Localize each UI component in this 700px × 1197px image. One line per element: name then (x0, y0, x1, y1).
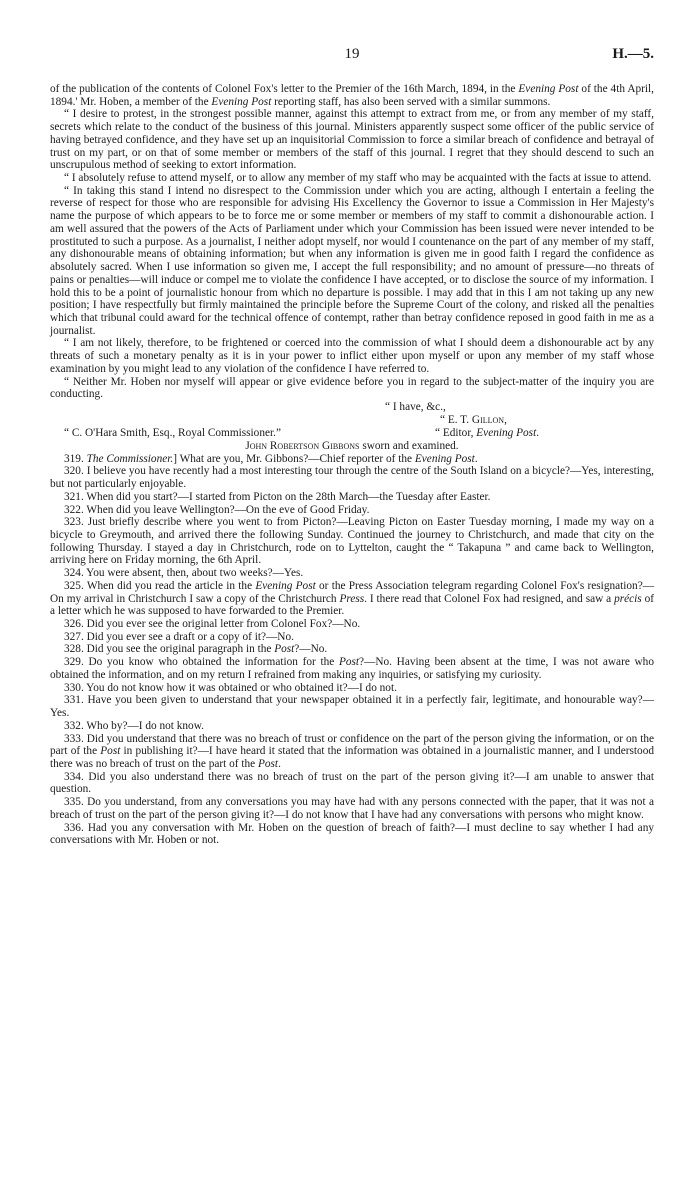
paper-reference: H.—5. (612, 46, 654, 62)
question-334: 334. Did you also understand there was no breach of trust on the part of the person giving it?—I am unable to answer that question. (50, 770, 654, 796)
letter-paragraph: “ I absolutely refuse to attend myself, or to allow any member of my staff who may be acquainted with the facts at issue to attend. (64, 172, 652, 185)
question-325: 325. When did you read the article in the Evening Post or the Press Association telegram regarding Colonel Fox's resignation?—On my arrival in Christchurch I saw a copy of the Christchurch Press. I there read that Colonel Fox had resigned, and saw a précis of a letter which he was supposed to have forwarded to the Premier. (50, 579, 655, 618)
letter-signature-block (50, 401, 654, 440)
question-319: 319. The Commissioner.] What are you, Mr. Gibbons?—Chief reporter of the Evening Post. (64, 452, 478, 465)
letter-addressee: “ C. O'Hara Smith, Esq., Royal Commissioner.” (64, 426, 281, 439)
question-336: 336. Had you any conversation with Mr. Hoben on the question of breach of faith?—I must decline to say whether I had any conversations with Mr. Hoben or not. (50, 821, 654, 847)
question-329: 329. Do you know who obtained the information for the Post?—No. Having been absent at the time, I was not aware who obtained the information, and on my return I refrained from making any inquiries, or satisfying my curiosity. (50, 656, 654, 681)
question-326: 326. Did you ever see the original letter from Colonel Fox?—No. (64, 618, 361, 631)
question-333: 333. Did you understand that there was no breach of trust or confidence on the part of the person giving the information, or on the part of the Post in publishing it?—I have heard it stated that the information was obtained in a journalistic manner, and I understood there was no breach of trust on the part of the Post. (50, 732, 654, 770)
question-331: 331. Have you been given to understand that your newspaper obtained it in a perfectly fair, legitimate, and honourable way?—Yes. (50, 694, 654, 720)
page-number: 19 (344, 46, 360, 62)
document-body (50, 83, 654, 847)
page-header (50, 46, 654, 70)
letter-paragraph: of the publication of the contents of Colonel Fox's letter to the Premier of the 16th March, 1894, in the Evening Post of the 4th April, 1894.' Mr. Hoben, a member of the Evening Post reporting staff, has also been served with a similar summons. (50, 83, 654, 108)
question-335: 335. Do you understand, from any conversations you may have had with any persons connected with the paper, that it was not a breach of trust on the part of the person giving it?—I do not know that I have had any conversations with persons who might know. (50, 796, 654, 821)
question-328: 328. Did you see the original paragraph in the Post?—No. (64, 643, 328, 656)
letter-paragraph: “ Neither Mr. Hoben nor myself will appear or give evidence before you in regard to the subject-matter of the inquiry you are conducting. (50, 375, 654, 401)
letter-signature: “ E. T. Gillon, (440, 413, 507, 426)
question-324: 324. You were absent, then, about two weeks?—Yes. (64, 567, 304, 580)
letter-paragraph: “ I desire to protest, in the strongest possible manner, against this attempt to extract from me, or from any member of my staff, secrets which relate to the conduct of the business of this journal. Ministers apparently suspect some officer of the public service of having betrayed confidence, and they have set up an inquisitorial Commission to force a similar breach of confidence and betrayal of trust on my part, or on that of some member or members of the staff of this journal. I regret that they should descend to such an unscrupulous method of seeking to extort information. (50, 108, 654, 172)
question-320: 320. I believe you have recently had a most interesting tour through the centre of the South Island on a bicycle?—Yes, interesting, but not particularly enjoyable. (50, 465, 654, 491)
letter-paragraph: “ In taking this stand I intend no disrespect to the Commission under which you are acting, although I entertain a feeling the reverse of respect for those who are responsible for advising His Excellency the Governor to issue a Commission in Her Majesty's name the purpose of which appears to be to force me or some member or members of my staff to commit a dishonourable action. I am well assured that the powers of the Acts of Parliament under which your Commission has been issued were never intended to be prostituted to such a purpose. As a journalist, I neither adopt myself, nor would I countenance on the part of any member of my staff, any dishonourable means of obtaining information; but when any information is given me in good faith I regard the confidence as absolutely sacred. When I use information so given me, I accept the full responsibility; and no amount of pressure—no threats of pains or penalties—will induce or compel me to violate the confidence I have accepted, or to disclose the source of my information. I hold this to be a point of journalistic honour from which no departure is possible. I may add that in this I am not taking up any new position; I have respectfully but firmly maintained the principle before the Supreme Court of the colony, and risked all the penalties which that tribunal could award for the technical offence of contempt, rather than betray confidence reposed in good faith in me as a journalist. (50, 184, 654, 337)
question-322: 322. When did you leave Wellington?—On the eve of Good Friday. (64, 503, 370, 516)
question-332: 332. Who by?—I do not know. (64, 719, 204, 732)
letter-closing: “ I have, &c., (385, 400, 446, 413)
question-323: 323. Just briefly describe where you went to from Picton?—Leaving Picton on Easter Tuesday morning, I made my way on a bicycle to Greymouth, and arrived there the following Sunday. Continued the journey to Christchurch, and made that city on the following Thursday. I stayed a day in Christchurch, rode on to Lyttelton, caught the “ Takapuna ” and came back to Wellington, arriving here on Friday morning, the 6th April. (50, 516, 654, 567)
question-327: 327. Did you ever see a draft or a copy of it?—No. (64, 630, 294, 643)
letter-signatory-title: “ Editor, Evening Post. (435, 426, 540, 439)
witness-heading: John Robertson Gibbons sworn and examined. (245, 439, 459, 452)
question-330: 330. You do not know how it was obtained or who obtained it?—I do not. (64, 681, 397, 694)
letter-paragraph: “ I am not likely, therefore, to be frightened or coerced into the commission of what I should deem a dishonourable act by any threats of such a monetary penalty as it is in your power to inflict either upon myself or upon any member of my staff whose examination by you might lead to any violation of the confidence I have referred to. (50, 337, 654, 375)
question-321: 321. When did you start?—I started from Picton on the 28th March—the Tuesday after Easter. (64, 490, 491, 503)
